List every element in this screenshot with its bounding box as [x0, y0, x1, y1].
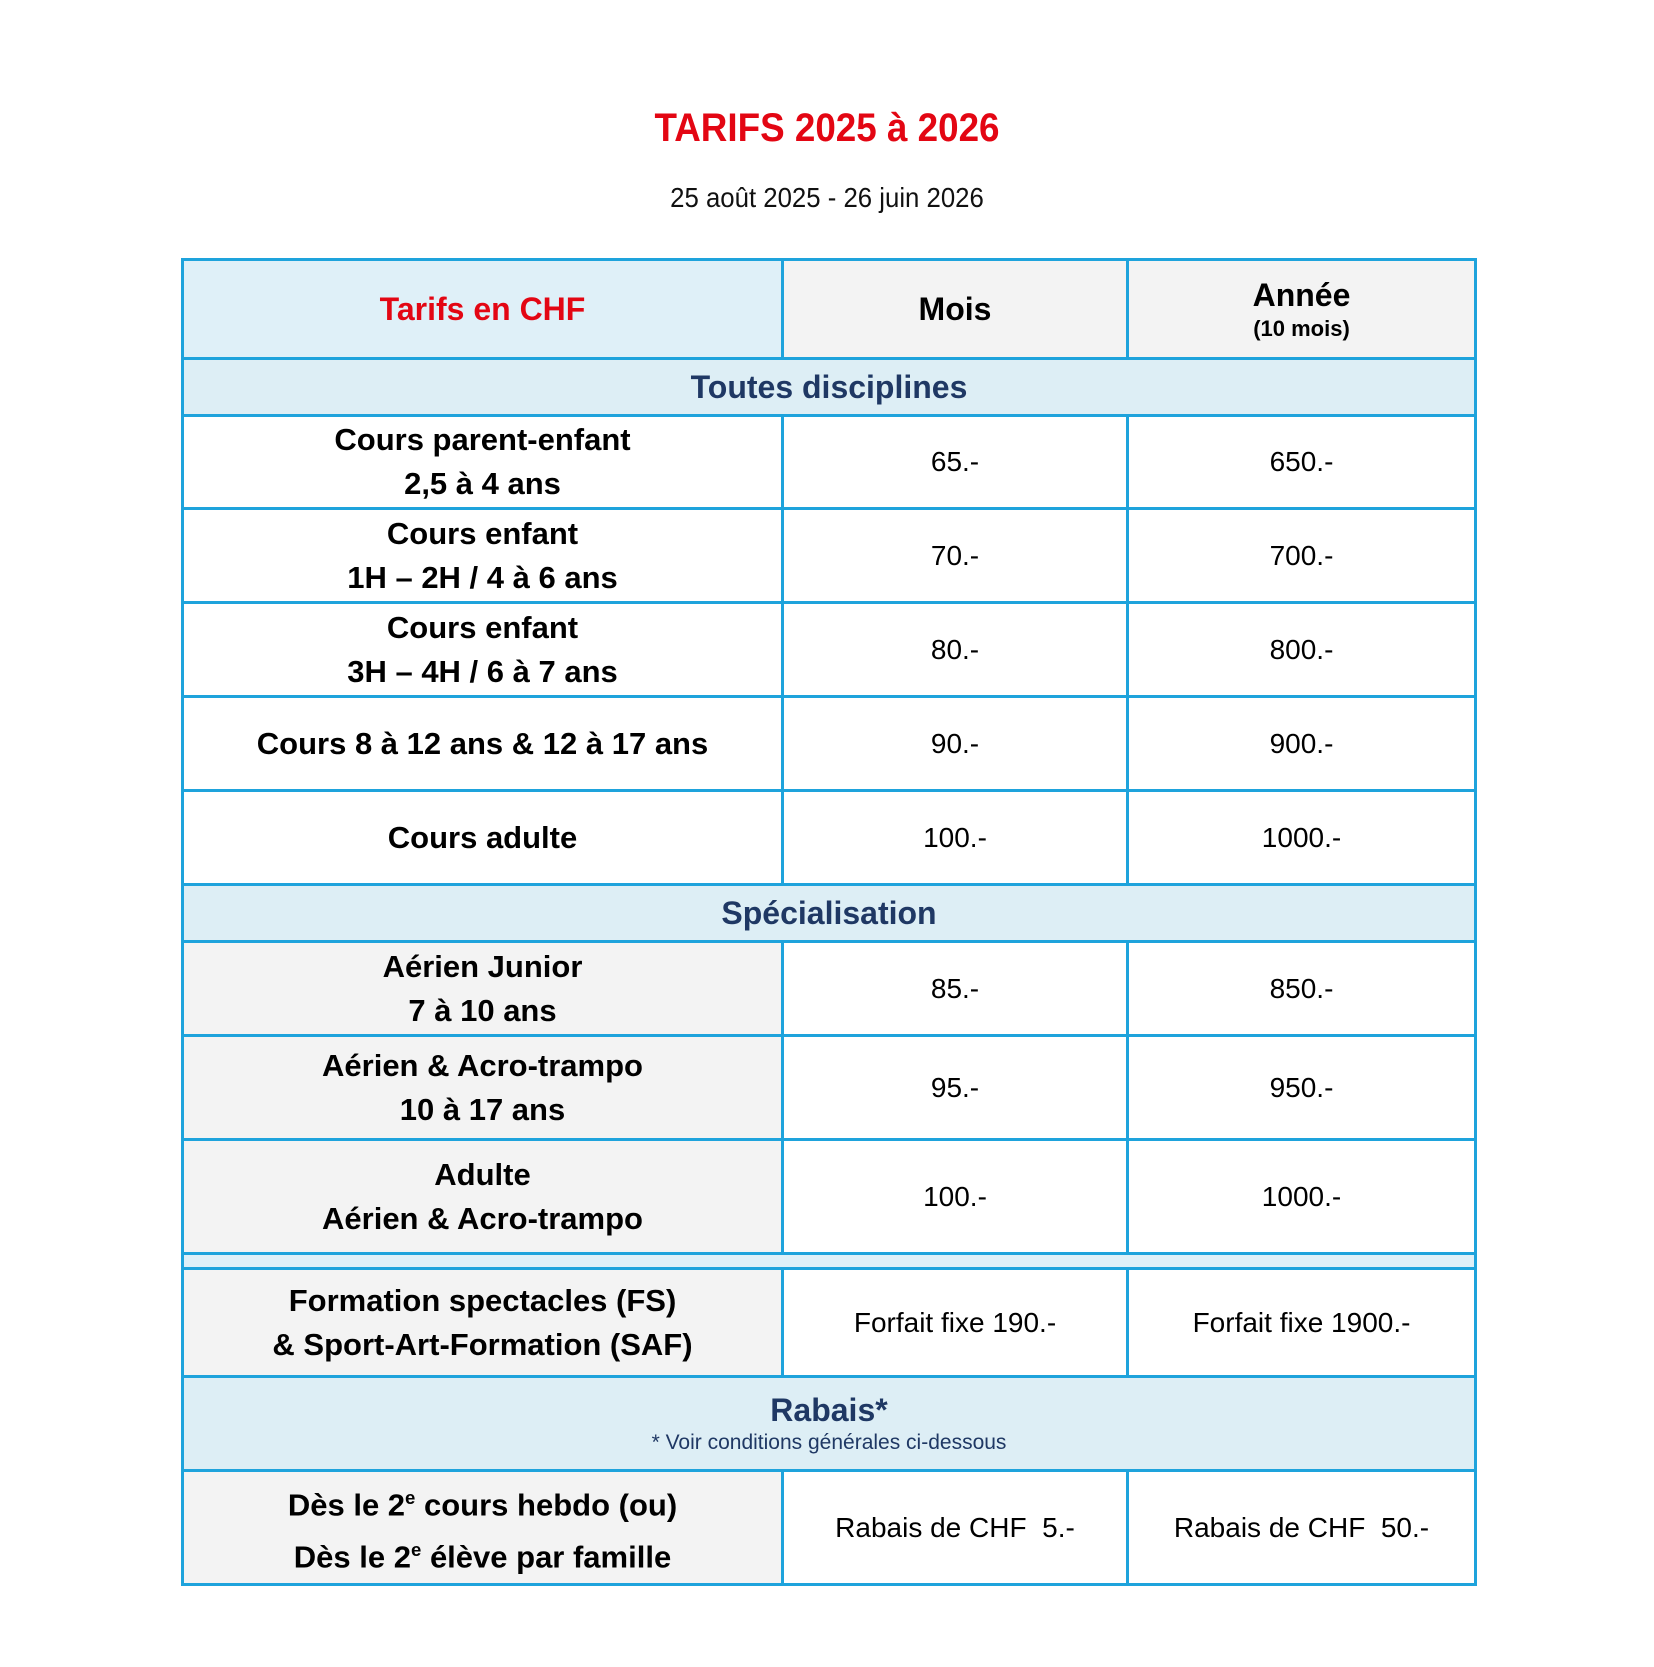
row-label-line1: Adulte	[434, 1156, 531, 1192]
price-month: 80.-	[783, 603, 1128, 697]
discount-line2-sup: e	[410, 1538, 422, 1560]
table-row	[183, 509, 1476, 603]
price-year: 950.-	[1128, 1036, 1476, 1140]
section-row	[183, 359, 1476, 416]
row-label	[183, 603, 783, 697]
price-month: 100.-	[783, 1140, 1128, 1254]
spacer-row	[183, 1254, 1476, 1269]
price-year: 850.-	[1128, 942, 1476, 1036]
discount-line2-pre: Dès le 2	[293, 1538, 411, 1574]
column-header-year-label: Année	[1252, 276, 1351, 313]
row-label	[183, 942, 783, 1036]
row-label-line2: Aérien & Acro-trampo	[322, 1200, 643, 1236]
price-month: 95.-	[783, 1036, 1128, 1140]
row-label	[183, 509, 783, 603]
row-label-line1: Cours parent-enfant	[334, 422, 631, 457]
price-year: 800.-	[1128, 603, 1476, 697]
price-month: 65.-	[783, 416, 1128, 509]
row-label	[183, 1140, 783, 1254]
table-row	[183, 603, 1476, 697]
rabais-note: * Voir conditions générales ci-dessous	[651, 1431, 1007, 1454]
discount-line1-post: cours hebdo (ou)	[415, 1487, 678, 1523]
table-row	[183, 1036, 1476, 1140]
date-range: 25 août 2025 - 26 juin 2026	[670, 182, 984, 213]
row-label-line2: 2,5 à 4 ans	[404, 466, 561, 501]
table-row	[183, 697, 1476, 791]
row-label-line1: Formation spectacles (FS)	[288, 1282, 677, 1318]
table-header-row	[183, 260, 1476, 359]
row-label-line1: Cours enfant	[386, 515, 579, 551]
table-row	[183, 942, 1476, 1036]
row-label-line2: 3H – 4H / 6 à 7 ans	[347, 653, 618, 689]
table-row	[183, 416, 1476, 509]
row-label-line2: 10 à 17 ans	[399, 1091, 566, 1127]
section-rabais-title: Rabais*	[770, 1392, 888, 1428]
section-toutes-disciplines: Toutes disciplines	[183, 359, 1476, 416]
price-year: 700.-	[1128, 509, 1476, 603]
price-year: 1000.-	[1128, 791, 1476, 885]
discount-line1-sup: e	[405, 1487, 416, 1509]
row-label-line1: Aérien & Acro-trampo	[322, 1047, 643, 1083]
price-year: 900.-	[1128, 697, 1476, 791]
section-rabais	[183, 1377, 1476, 1471]
row-label-line1: Cours enfant	[386, 609, 579, 645]
price-month: 85.-	[783, 942, 1128, 1036]
price-month: 90.-	[783, 697, 1128, 791]
table-row	[183, 1140, 1476, 1254]
price-table	[181, 258, 1477, 1586]
section-specialisation: Spécialisation	[183, 885, 1476, 942]
row-label-line2: 1H – 2H / 4 à 6 ans	[347, 559, 618, 595]
row-label-line2: & Sport-Art-Formation (SAF)	[272, 1326, 693, 1362]
row-label: Cours adulte	[183, 791, 783, 885]
table-row	[183, 791, 1476, 885]
row-label: Cours 8 à 12 ans & 12 à 17 ans	[183, 697, 783, 791]
column-header-label: Tarifs en CHF	[183, 260, 783, 359]
table-row	[183, 1269, 1476, 1377]
section-row	[183, 1377, 1476, 1471]
section-row	[183, 885, 1476, 942]
row-label	[183, 1269, 783, 1377]
price-year: Forfait fixe 1900.-	[1128, 1269, 1476, 1377]
row-label-line1: Aérien Junior	[382, 948, 583, 984]
spacer-cell	[183, 1254, 1476, 1269]
discount-year: Rabais de CHF 50.-	[1128, 1471, 1476, 1585]
price-month: Forfait fixe 190.-	[783, 1269, 1128, 1377]
price-month: 100.-	[783, 791, 1128, 885]
discount-line1-pre: Dès le 2	[287, 1487, 406, 1523]
row-label	[183, 1471, 783, 1585]
page-title: TARIFS 2025 à 2026	[654, 106, 1000, 150]
discount-line2-post: élève par famille	[421, 1538, 672, 1574]
column-header-month: Mois	[783, 260, 1128, 359]
row-label	[183, 1036, 783, 1140]
price-year: 1000.-	[1128, 1140, 1476, 1254]
table-row	[183, 1471, 1476, 1585]
price-year: 650.-	[1128, 416, 1476, 509]
row-label-line2: 7 à 10 ans	[408, 992, 557, 1028]
discount-month: Rabais de CHF 5.-	[783, 1471, 1128, 1585]
price-month: 70.-	[783, 509, 1128, 603]
row-label	[183, 416, 783, 509]
column-header-year	[1128, 260, 1476, 359]
column-header-year-note: (10 mois)	[1253, 315, 1350, 341]
